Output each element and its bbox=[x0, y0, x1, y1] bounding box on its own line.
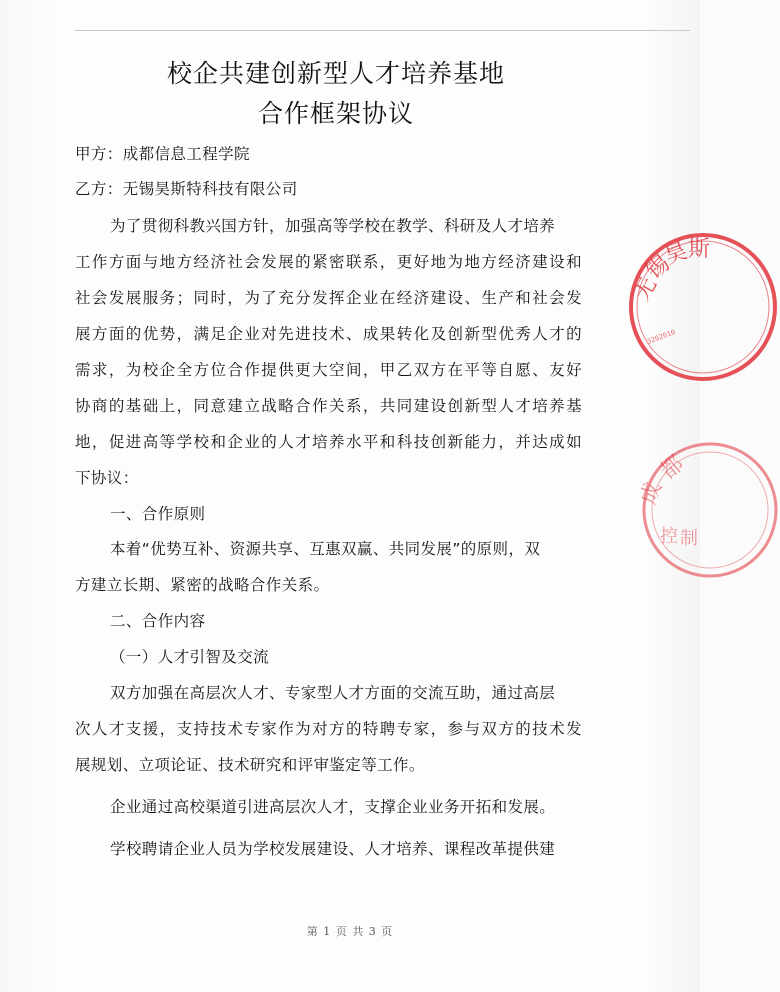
intro-line: 地，促进高等学校和企业的人才培养水平和科技创新能力，并达成如 bbox=[75, 433, 582, 451]
svg-text:昊: 昊 bbox=[661, 238, 691, 270]
party-a: 甲方：成都信息工程学院 bbox=[75, 145, 250, 163]
school-seal-icon bbox=[636, 440, 780, 580]
section-heading: 二、合作内容 bbox=[110, 612, 206, 630]
intro-line: 社会发展服务；同时，为了充分发挥企业在经济建设、生产和社会发 bbox=[75, 289, 582, 307]
company-seal-icon bbox=[628, 232, 778, 382]
svg-text:锡: 锡 bbox=[641, 251, 675, 285]
subsection-heading: （一）人才引智及交流 bbox=[110, 648, 270, 666]
intro-line: 协商的基础上，同意建立战略合作关系，共同建设创新型人才培养基 bbox=[75, 397, 582, 415]
page-footer: 第 1 页 共 3 页 bbox=[306, 925, 394, 938]
document-title-line2: 合作框架协议 bbox=[257, 99, 414, 128]
section-heading: 一、合作原则 bbox=[110, 505, 206, 523]
subsection1-line: 展规划、立项论证、技术研究和评审鉴定等工作。 bbox=[75, 756, 425, 774]
svg-text:控: 控 bbox=[660, 526, 678, 547]
intro-line: 工作方面与地方经济社会发展的紧密联系，更好地为地方经济建设和 bbox=[75, 253, 582, 271]
party-b: 乙方：无锡昊斯特科技有限公司 bbox=[75, 180, 298, 198]
svg-text:制: 制 bbox=[680, 528, 698, 549]
school-paragraph: 学校聘请企业人员为学校发展建设、人才培养、课程改革提供建 bbox=[110, 840, 556, 858]
section1-line: 方建立长期、紧密的战略合作关系。 bbox=[75, 576, 330, 594]
svg-text:3202010: 3202010 bbox=[645, 328, 677, 346]
subsection1-line: 双方加强在高层次人才、专家型人才方面的交流互助，通过高层 bbox=[110, 684, 556, 702]
intro-line: 展方面的优势，满足企业对先进技术、成果转化及创新型优秀人才的 bbox=[75, 325, 582, 343]
enterprise-paragraph: 企业通过高校渠道引进高层次人才，支撑企业业务开拓和发展。 bbox=[110, 798, 556, 816]
svg-text:斯: 斯 bbox=[688, 237, 711, 262]
subsection1-line: 次人才支援，支持技术专家作为对方的特聘专家，参与双方的技术发 bbox=[75, 720, 582, 738]
svg-text:成: 成 bbox=[636, 478, 668, 509]
svg-text:无: 无 bbox=[629, 273, 663, 305]
top-rule bbox=[75, 30, 690, 31]
intro-line: 需求，为校企全方位合作提供更大空间，甲乙双方在平等自愿、友好 bbox=[75, 361, 582, 379]
document-title-line1: 校企共建创新型人才培养基地 bbox=[166, 59, 505, 88]
section1-line: 本着“优势互补、资源共享、互惠双赢、共同发展”的原则，双 bbox=[110, 540, 541, 558]
svg-text:都: 都 bbox=[655, 451, 689, 485]
intro-line: 下协议： bbox=[75, 469, 139, 487]
intro-line: 为了贯彻科教兴国方针，加强高等学校在教学、科研及人才培养 bbox=[110, 217, 556, 235]
